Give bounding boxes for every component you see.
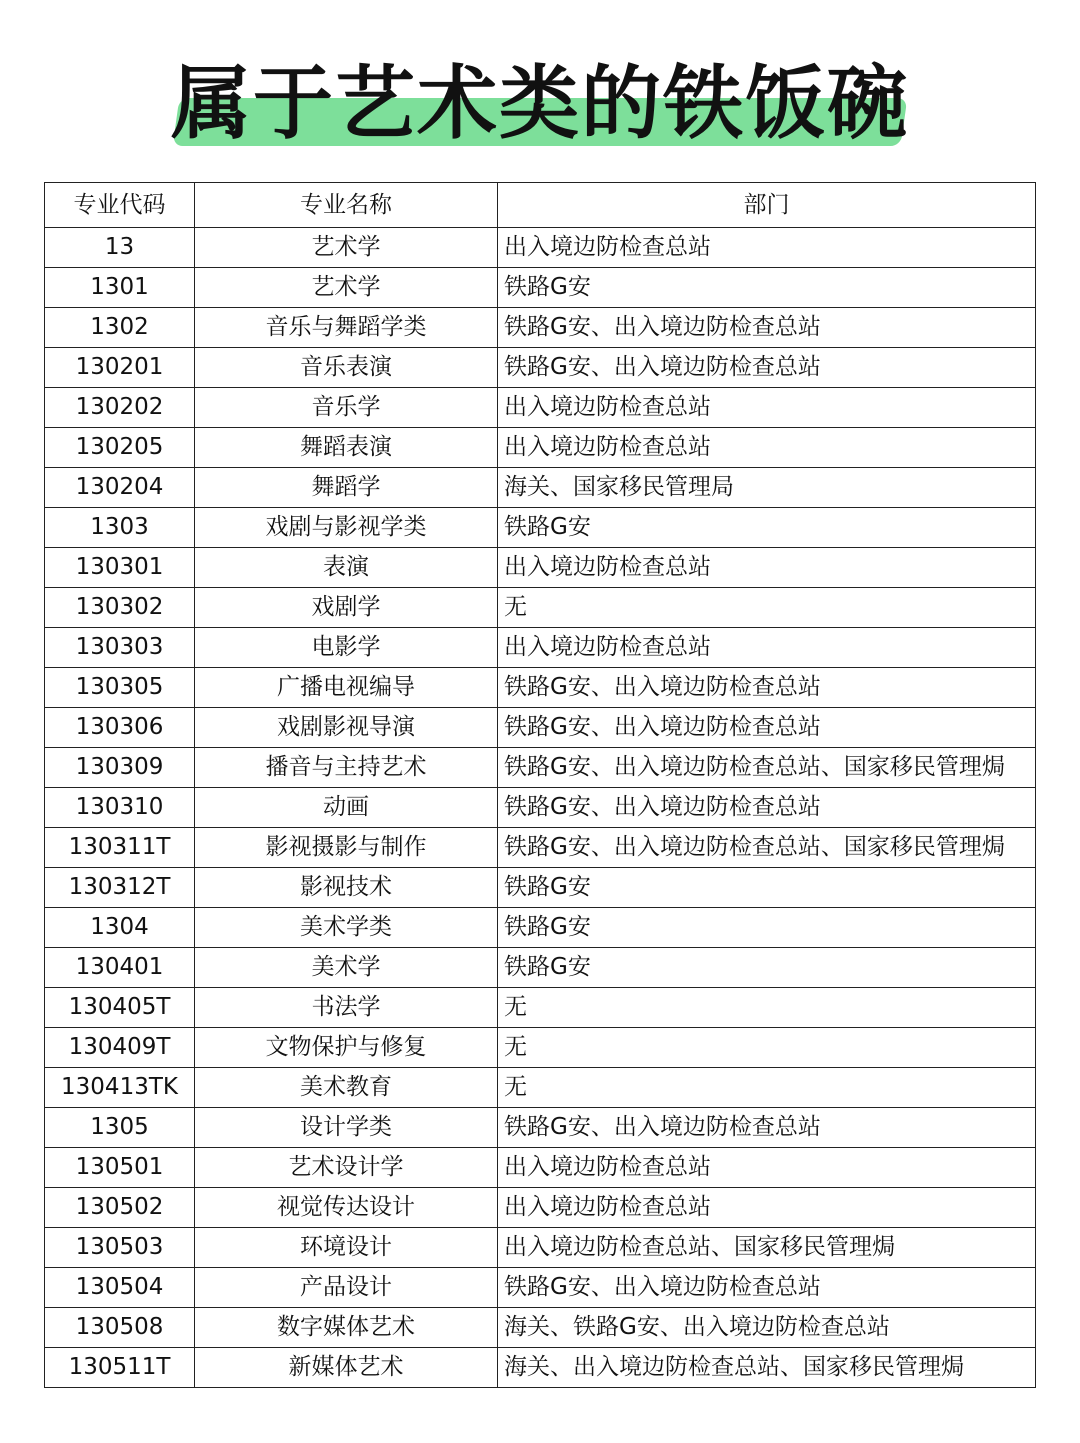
cell-department: 出入境边防检查总站 bbox=[498, 1188, 1036, 1228]
cell-major-name: 新媒体艺术 bbox=[195, 1348, 498, 1388]
header-major-code: 专业代码 bbox=[45, 183, 195, 228]
cell-major-code: 130508 bbox=[45, 1308, 195, 1348]
cell-department: 无 bbox=[498, 1028, 1036, 1068]
cell-major-name: 文物保护与修复 bbox=[195, 1028, 498, 1068]
cell-major-name: 电影学 bbox=[195, 628, 498, 668]
cell-major-name: 书法学 bbox=[195, 988, 498, 1028]
cell-major-code: 1302 bbox=[45, 308, 195, 348]
cell-major-code: 130205 bbox=[45, 428, 195, 468]
table-header-row bbox=[45, 183, 1036, 228]
cell-department: 铁路G安、出入境边防检查总站、国家移民管理焗 bbox=[498, 828, 1036, 868]
cell-major-name: 艺术学 bbox=[195, 268, 498, 308]
header-major-name: 专业名称 bbox=[195, 183, 498, 228]
cell-major-code: 130311T bbox=[45, 828, 195, 868]
title-banner bbox=[0, 56, 1080, 156]
cell-major-code: 130511T bbox=[45, 1348, 195, 1388]
cell-department: 铁路G安 bbox=[498, 948, 1036, 988]
cell-major-code: 130309 bbox=[45, 748, 195, 788]
cell-major-code: 13 bbox=[45, 228, 195, 268]
table-row bbox=[45, 1188, 1036, 1228]
cell-major-name: 动画 bbox=[195, 788, 498, 828]
cell-major-name: 戏剧与影视学类 bbox=[195, 508, 498, 548]
cell-major-name: 设计学类 bbox=[195, 1108, 498, 1148]
cell-major-code: 1301 bbox=[45, 268, 195, 308]
table-row bbox=[45, 828, 1036, 868]
cell-major-code: 130204 bbox=[45, 468, 195, 508]
cell-department: 铁路G安、出入境边防检查总站 bbox=[498, 1108, 1036, 1148]
cell-department: 铁路G安、出入境边防检查总站 bbox=[498, 788, 1036, 828]
cell-major-code: 1304 bbox=[45, 908, 195, 948]
cell-department: 出入境边防检查总站 bbox=[498, 1148, 1036, 1188]
table-row bbox=[45, 1228, 1036, 1268]
cell-department: 铁路G安、出入境边防检查总站 bbox=[498, 1268, 1036, 1308]
cell-department: 海关、铁路G安、出入境边防检查总站 bbox=[498, 1308, 1036, 1348]
cell-major-code: 130501 bbox=[45, 1148, 195, 1188]
cell-major-name: 美术学类 bbox=[195, 908, 498, 948]
cell-major-name: 美术学 bbox=[195, 948, 498, 988]
cell-major-code: 130306 bbox=[45, 708, 195, 748]
page-title: 属于艺术类的铁饭碗 bbox=[171, 57, 909, 150]
cell-major-code: 130504 bbox=[45, 1268, 195, 1308]
header-department: 部门 bbox=[498, 183, 1036, 228]
cell-major-name: 音乐学 bbox=[195, 388, 498, 428]
table-row bbox=[45, 268, 1036, 308]
cell-department: 出入境边防检查总站 bbox=[498, 228, 1036, 268]
table-body bbox=[45, 228, 1036, 1388]
major-department-table bbox=[44, 182, 1036, 1388]
cell-major-name: 影视摄影与制作 bbox=[195, 828, 498, 868]
cell-major-name: 产品设计 bbox=[195, 1268, 498, 1308]
cell-department: 出入境边防检查总站 bbox=[498, 388, 1036, 428]
cell-major-name: 音乐表演 bbox=[195, 348, 498, 388]
table-row bbox=[45, 1268, 1036, 1308]
cell-major-name: 舞蹈学 bbox=[195, 468, 498, 508]
table-row bbox=[45, 428, 1036, 468]
cell-major-code: 130401 bbox=[45, 948, 195, 988]
cell-department: 海关、国家移民管理局 bbox=[498, 468, 1036, 508]
cell-department: 铁路G安、出入境边防检查总站 bbox=[498, 708, 1036, 748]
table-row bbox=[45, 308, 1036, 348]
cell-major-name: 美术教育 bbox=[195, 1068, 498, 1108]
table-row bbox=[45, 468, 1036, 508]
cell-major-name: 视觉传达设计 bbox=[195, 1188, 498, 1228]
table-row bbox=[45, 708, 1036, 748]
table-row bbox=[45, 628, 1036, 668]
cell-department: 铁路G安 bbox=[498, 868, 1036, 908]
cell-major-code: 130310 bbox=[45, 788, 195, 828]
table-row bbox=[45, 668, 1036, 708]
cell-major-code: 130201 bbox=[45, 348, 195, 388]
table-row bbox=[45, 1348, 1036, 1388]
table-row bbox=[45, 228, 1036, 268]
cell-major-name: 艺术设计学 bbox=[195, 1148, 498, 1188]
table-row bbox=[45, 388, 1036, 428]
cell-department: 铁路G安、出入境边防检查总站 bbox=[498, 308, 1036, 348]
cell-department: 铁路G安、出入境边防检查总站、国家移民管理焗 bbox=[498, 748, 1036, 788]
table-row bbox=[45, 788, 1036, 828]
cell-major-code: 130502 bbox=[45, 1188, 195, 1228]
cell-department: 无 bbox=[498, 1068, 1036, 1108]
table-row bbox=[45, 508, 1036, 548]
cell-department: 出入境边防检查总站 bbox=[498, 428, 1036, 468]
cell-major-code: 130413TK bbox=[45, 1068, 195, 1108]
cell-major-name: 环境设计 bbox=[195, 1228, 498, 1268]
cell-major-name: 影视技术 bbox=[195, 868, 498, 908]
cell-major-code: 130312T bbox=[45, 868, 195, 908]
table-row bbox=[45, 348, 1036, 388]
cell-major-code: 130503 bbox=[45, 1228, 195, 1268]
table-row bbox=[45, 1108, 1036, 1148]
cell-department: 铁路G安 bbox=[498, 908, 1036, 948]
cell-major-name: 戏剧影视导演 bbox=[195, 708, 498, 748]
cell-major-code: 1305 bbox=[45, 1108, 195, 1148]
cell-major-name: 戏剧学 bbox=[195, 588, 498, 628]
table-row bbox=[45, 1308, 1036, 1348]
cell-department: 铁路G安、出入境边防检查总站 bbox=[498, 348, 1036, 388]
cell-department: 出入境边防检查总站 bbox=[498, 628, 1036, 668]
table-row bbox=[45, 868, 1036, 908]
cell-department: 出入境边防检查总站 bbox=[498, 548, 1036, 588]
cell-department: 无 bbox=[498, 588, 1036, 628]
cell-major-name: 音乐与舞蹈学类 bbox=[195, 308, 498, 348]
table-row bbox=[45, 908, 1036, 948]
cell-department: 铁路G安 bbox=[498, 268, 1036, 308]
table-row bbox=[45, 948, 1036, 988]
cell-major-code: 130303 bbox=[45, 628, 195, 668]
cell-major-code: 130305 bbox=[45, 668, 195, 708]
cell-major-code: 130202 bbox=[45, 388, 195, 428]
table-row bbox=[45, 1068, 1036, 1108]
cell-major-name: 表演 bbox=[195, 548, 498, 588]
cell-major-code: 1303 bbox=[45, 508, 195, 548]
cell-major-code: 130409T bbox=[45, 1028, 195, 1068]
cell-department: 无 bbox=[498, 988, 1036, 1028]
cell-major-name: 舞蹈表演 bbox=[195, 428, 498, 468]
cell-department: 海关、出入境边防检查总站、国家移民管理焗 bbox=[498, 1348, 1036, 1388]
cell-department: 出入境边防检查总站、国家移民管理焗 bbox=[498, 1228, 1036, 1268]
cell-department: 铁路G安、出入境边防检查总站 bbox=[498, 668, 1036, 708]
table-row bbox=[45, 988, 1036, 1028]
table-row bbox=[45, 748, 1036, 788]
cell-major-name: 艺术学 bbox=[195, 228, 498, 268]
table-row bbox=[45, 1148, 1036, 1188]
cell-major-code: 130302 bbox=[45, 588, 195, 628]
table-row bbox=[45, 588, 1036, 628]
cell-department: 铁路G安 bbox=[498, 508, 1036, 548]
cell-major-code: 130405T bbox=[45, 988, 195, 1028]
cell-major-name: 播音与主持艺术 bbox=[195, 748, 498, 788]
cell-major-name: 数字媒体艺术 bbox=[195, 1308, 498, 1348]
table-row bbox=[45, 1028, 1036, 1068]
cell-major-code: 130301 bbox=[45, 548, 195, 588]
cell-major-name: 广播电视编导 bbox=[195, 668, 498, 708]
table-row bbox=[45, 548, 1036, 588]
